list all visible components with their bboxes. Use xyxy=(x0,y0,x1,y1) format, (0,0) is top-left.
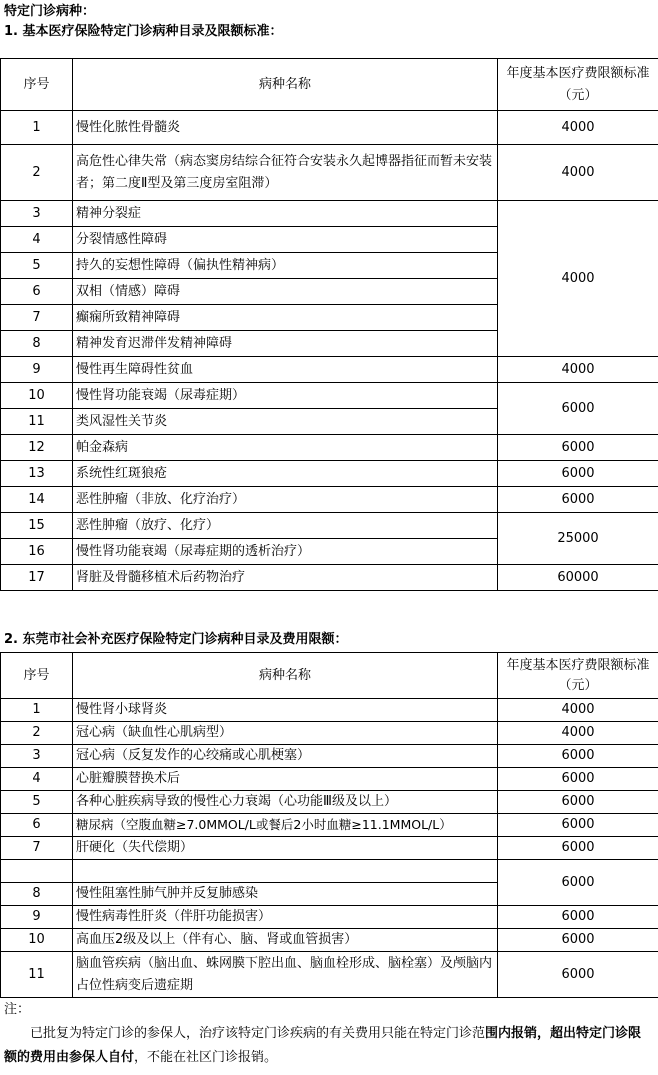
table-row xyxy=(1,860,658,883)
row-name: 精神分裂症 xyxy=(73,201,498,227)
row-name: 癫痫所致精神障碍 xyxy=(73,305,498,331)
table-header-row xyxy=(1,59,658,111)
row-limit: 4000 xyxy=(498,722,658,745)
col-header-no: 序号 xyxy=(1,653,73,699)
row-limit-merged: 6000 xyxy=(498,383,658,435)
row-limit: 4000 xyxy=(498,145,658,201)
table-row xyxy=(1,513,658,539)
row-no: 16 xyxy=(1,539,73,565)
row-name: 分裂情感性障碍 xyxy=(73,227,498,253)
col-header-no: 序号 xyxy=(1,59,73,111)
table-row xyxy=(1,201,658,227)
footnote-text-a: 已批复为特定门诊的参保人，治疗该特定门诊疾病的有关费用只能在特定门诊范 xyxy=(30,1026,486,1041)
table-row xyxy=(1,745,658,768)
footnote-text xyxy=(4,1022,654,1070)
row-no: 9 xyxy=(1,906,73,929)
row-no: 17 xyxy=(1,565,73,591)
row-no: 8 xyxy=(1,331,73,357)
row-name: 帕金森病 xyxy=(73,435,498,461)
table-row xyxy=(1,791,658,814)
row-name: 持久的妄想性障碍（偏执性精神病） xyxy=(73,253,498,279)
row-no: 13 xyxy=(1,461,73,487)
row-limit: 6000 xyxy=(498,906,658,929)
table-row xyxy=(1,768,658,791)
page-heading: 特定门诊病种： xyxy=(4,4,96,19)
table-row xyxy=(1,383,658,409)
row-limit: 6000 xyxy=(498,791,658,814)
row-no: 11 xyxy=(1,952,73,998)
row-name: 慢性阻塞性肺气肿并反复肺感染 xyxy=(73,883,498,906)
table-row xyxy=(1,906,658,929)
row-no: 11 xyxy=(1,409,73,435)
table-row xyxy=(1,357,658,383)
table-row xyxy=(1,814,658,837)
row-no: 1 xyxy=(1,699,73,722)
table-row xyxy=(1,461,658,487)
col-header-name: 病种名称 xyxy=(73,59,498,111)
table-row xyxy=(1,722,658,745)
row-no: 14 xyxy=(1,487,73,513)
row-limit: 6000 xyxy=(498,952,658,998)
row-limit: 6000 xyxy=(498,487,658,513)
col-header-name: 病种名称 xyxy=(73,653,498,699)
row-limit: 6000 xyxy=(498,768,658,791)
row-name: 慢性再生障碍性贫血 xyxy=(73,357,498,383)
row-no: 10 xyxy=(1,929,73,952)
row-limit: 6000 xyxy=(498,837,658,860)
row-limit: 6000 xyxy=(498,814,658,837)
section1-table xyxy=(0,58,658,591)
table-row xyxy=(1,435,658,461)
row-no: 8 xyxy=(1,883,73,906)
row-name: 恶性肿瘤（非放、化疗治疗） xyxy=(73,487,498,513)
table-row xyxy=(1,699,658,722)
row-no: 4 xyxy=(1,227,73,253)
row-limit: 4000 xyxy=(498,357,658,383)
row-no: 2 xyxy=(1,145,73,201)
row-no: 7 xyxy=(1,837,73,860)
row-limit-merged: 6000 xyxy=(498,860,658,906)
row-name: 肝硬化（失代偿期） xyxy=(73,837,498,860)
row-name: 冠心病（缺血性心肌病型） xyxy=(73,722,498,745)
row-limit: 6000 xyxy=(498,461,658,487)
row-name: 双相（情感）障碍 xyxy=(73,279,498,305)
row-name: 心脏瓣膜替换术后 xyxy=(73,768,498,791)
row-no: 3 xyxy=(1,201,73,227)
row-name: 各种心脏疾病导致的慢性心力衰竭（心功能Ⅲ级及以上） xyxy=(73,791,498,814)
row-limit: 6000 xyxy=(498,435,658,461)
row-name: 冠心病（反复发作的心绞痛或心肌梗塞） xyxy=(73,745,498,768)
row-name: 脑血管疾病（脑出血、蛛网膜下腔出血、脑血栓形成、脑栓塞）及颅脑内占位性病变后遗症期 xyxy=(73,952,498,998)
footnote xyxy=(4,998,654,1070)
table-row xyxy=(1,111,658,145)
table-row xyxy=(1,837,658,860)
row-no xyxy=(1,860,73,883)
footnote-text-bold: 围内报销，超出特定门诊限额的费用由参保人自付 xyxy=(4,1026,642,1065)
col-header-limit: 年度基本医疗费限额标准（元） xyxy=(498,59,658,111)
section2-table xyxy=(0,652,658,998)
footnote-text-c: ，不能在社区门诊报销。 xyxy=(134,1050,278,1065)
row-limit-merged: 4000 xyxy=(498,201,658,357)
row-no: 1 xyxy=(1,111,73,145)
row-limit-merged: 25000 xyxy=(498,513,658,565)
row-no: 12 xyxy=(1,435,73,461)
row-no: 6 xyxy=(1,814,73,837)
row-no: 15 xyxy=(1,513,73,539)
row-limit: 4000 xyxy=(498,699,658,722)
row-limit: 6000 xyxy=(498,745,658,768)
row-no: 2 xyxy=(1,722,73,745)
col-header-limit: 年度基本医疗费限额标准（元） xyxy=(498,653,658,699)
row-name: 慢性肾小球肾炎 xyxy=(73,699,498,722)
row-no: 9 xyxy=(1,357,73,383)
row-name: 高血压2级及以上（伴有心、脑、肾或血管损害） xyxy=(73,929,498,952)
table-row xyxy=(1,487,658,513)
table-row xyxy=(1,145,658,201)
table-row xyxy=(1,952,658,998)
table-row xyxy=(1,929,658,952)
row-name: 糖尿病（空腹血糖≥7.0MMOL/L或餐后2小时血糖≥11.1MMOL/L） xyxy=(73,814,498,837)
row-name: 精神发育迟滞伴发精神障碍 xyxy=(73,331,498,357)
row-no: 10 xyxy=(1,383,73,409)
row-name: 恶性肿瘤（放疗、化疗） xyxy=(73,513,498,539)
section1-title: 1. 基本医疗保险特定门诊病种目录及限额标准： xyxy=(4,24,283,39)
row-name: 类风湿性关节炎 xyxy=(73,409,498,435)
row-name: 高危性心律失常（病态窦房结综合征符合安装永久起博器指征而暂未安装者；第二度Ⅱ型及第三度房室阻滞） xyxy=(73,145,498,201)
footnote-label: 注： xyxy=(4,1002,31,1017)
row-name: 系统性红斑狼疮 xyxy=(73,461,498,487)
row-limit: 60000 xyxy=(498,565,658,591)
row-name: 慢性病毒性肝炎（伴肝功能损害） xyxy=(73,906,498,929)
row-limit: 6000 xyxy=(498,929,658,952)
row-limit: 4000 xyxy=(498,111,658,145)
section2-title: 2. 东莞市社会补充医疗保险特定门诊病种目录及费用限额： xyxy=(4,632,348,647)
row-no: 5 xyxy=(1,791,73,814)
table-header-row xyxy=(1,653,658,699)
table-row xyxy=(1,565,658,591)
row-name: 慢性化脓性骨髓炎 xyxy=(73,111,498,145)
row-no: 4 xyxy=(1,768,73,791)
row-name xyxy=(73,860,498,883)
row-no: 5 xyxy=(1,253,73,279)
row-no: 7 xyxy=(1,305,73,331)
row-name: 慢性肾功能衰竭（尿毒症期） xyxy=(73,383,498,409)
row-no: 3 xyxy=(1,745,73,768)
row-name: 肾脏及骨髓移植术后药物治疗 xyxy=(73,565,498,591)
row-name: 慢性肾功能衰竭（尿毒症期的透析治疗） xyxy=(73,539,498,565)
row-no: 6 xyxy=(1,279,73,305)
